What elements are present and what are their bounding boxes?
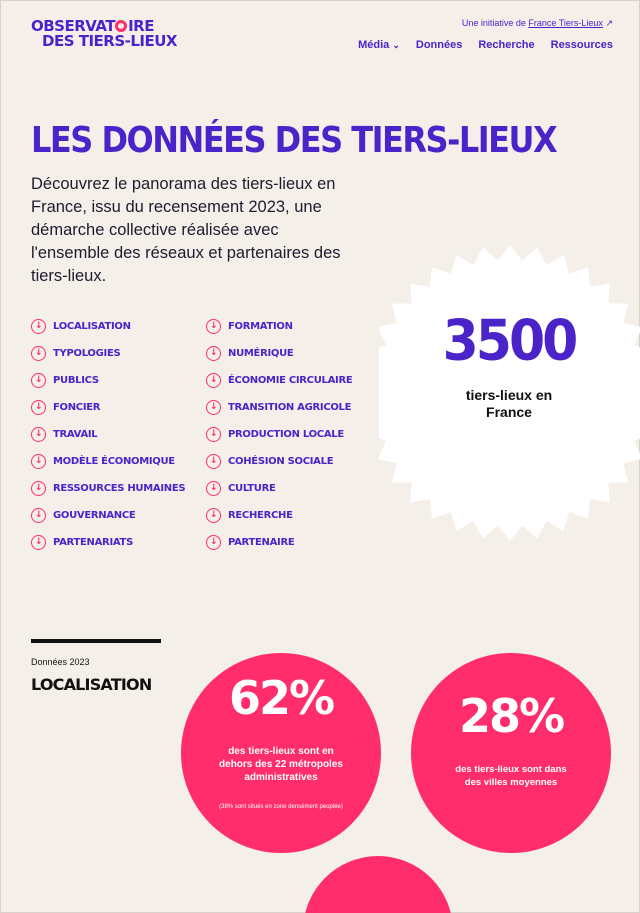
topic-link[interactable] [206,373,352,388]
stat-number: 3500 [442,308,576,374]
arrow-down-icon: ↓ [206,400,221,415]
topic-label: PARTENARIATS [53,537,133,548]
stat-circle-28 [411,653,611,853]
site-logo[interactable] [31,19,177,49]
topic-link[interactable] [206,427,344,442]
topic-label: TRANSITION AGRICOLE [228,402,352,413]
topic-link[interactable] [206,508,293,523]
arrow-down-icon: ↓ [31,508,46,523]
stat-caption: tiers-lieux en France [465,387,553,420]
topic-link[interactable] [206,346,293,361]
france-tiers-lieux-link[interactable]: France Tiers-Lieux [528,18,603,28]
topic-label: TRAVAIL [53,429,98,440]
topic-link[interactable] [31,373,99,388]
topic-label: RECHERCHE [228,510,293,521]
stat-note: (38% sont situés en zone densément peuplée) [219,804,343,810]
chevron-down-icon: ⌄ [392,40,400,50]
topic-label: PUBLICS [53,375,99,386]
topic-link[interactable] [31,427,97,442]
logo-line1-start: OBSERVAT [31,17,116,35]
topic-label: RESSOURCES HUMAINES [53,483,186,494]
page-title: LES DONNÉES DES TIERS-LIEUX [31,119,557,161]
topic-link[interactable] [31,535,133,550]
arrow-down-icon: ↓ [31,427,46,442]
arrow-down-icon: ↓ [206,454,221,469]
topic-label: CULTURE [228,483,276,494]
topic-link[interactable] [31,454,175,469]
topic-link[interactable] [31,346,120,361]
topic-label: GOUVERNANCE [53,510,136,521]
nav-media-label: Média [358,39,390,51]
site-header [1,1,640,81]
topic-link[interactable] [206,319,293,334]
topic-label: COHÉSION SOCIALE [228,456,334,467]
stat-percent: 62% [228,671,334,725]
topic-label: NUMÉRIQUE [228,348,294,359]
topic-label: FONCIER [53,402,101,413]
topic-link[interactable] [206,454,333,469]
section-title: LOCALISATION [31,675,152,694]
arrow-down-icon: ↓ [206,427,221,442]
nav-media[interactable] [358,39,400,51]
logo-ring-icon [115,20,127,32]
section-divider [31,639,161,643]
nav-ressources[interactable]: Ressources [550,39,613,51]
stat-description: des tiers-lieux sont dans des villes moyennes [455,764,567,788]
initiative-prefix: Une initiative de [461,18,526,28]
arrow-down-icon: ↓ [206,481,221,496]
arrow-down-icon: ↓ [31,481,46,496]
intro-text: Découvrez le panorama des tiers-lieux en France, issu du recensement 2023, une démarche collective réalisée avec l'ensemble des réseaux et partenaires des tiers-lieux. [31,175,341,285]
arrow-down-icon: ↓ [206,319,221,334]
main-nav [358,39,613,51]
arrow-down-icon: ↓ [31,373,46,388]
topic-link[interactable] [31,508,135,523]
topic-label: ÉCONOMIE CIRCULAIRE [228,375,353,386]
logo-line1-end: IRE [128,17,154,35]
arrow-down-icon: ↓ [31,454,46,469]
topic-label: LOCALISATION [53,321,131,332]
arrow-down-icon: ↓ [31,400,46,415]
topic-link[interactable] [206,481,276,496]
stat-circle-62 [181,653,381,853]
topic-link[interactable] [31,400,100,415]
external-link-icon: ↗ [605,18,613,28]
topic-label: TYPOLOGIES [53,348,121,359]
stat-percent: 28% [458,689,564,743]
topic-link[interactable] [31,319,131,334]
initiative-text [462,18,613,29]
arrow-down-icon: ↓ [31,346,46,361]
topic-label: PARTENAIRE [228,537,295,548]
arrow-down-icon: ↓ [31,319,46,334]
topic-label: PRODUCTION LOCALE [228,429,344,440]
section-label: Données 2023 [31,657,90,667]
nav-recherche[interactable]: Recherche [478,39,535,51]
arrow-down-icon: ↓ [206,535,221,550]
arrow-down-icon: ↓ [206,373,221,388]
topic-label: FORMATION [228,321,293,332]
topic-link[interactable] [31,481,185,496]
arrow-down-icon: ↓ [206,508,221,523]
stat-circle-partial [303,856,453,913]
stat-description: des tiers-lieux sont en dehors des 22 métropoles administratives [219,746,343,783]
topic-link[interactable] [206,535,294,550]
arrow-down-icon: ↓ [31,535,46,550]
arrow-down-icon: ↓ [206,346,221,361]
nav-donnees[interactable]: Données [415,39,463,51]
logo-line2: DES TIERS-LIEUX [42,32,177,50]
topic-label: MODÈLE ÉCONOMIQUE [53,456,175,467]
topic-link[interactable] [206,400,351,415]
